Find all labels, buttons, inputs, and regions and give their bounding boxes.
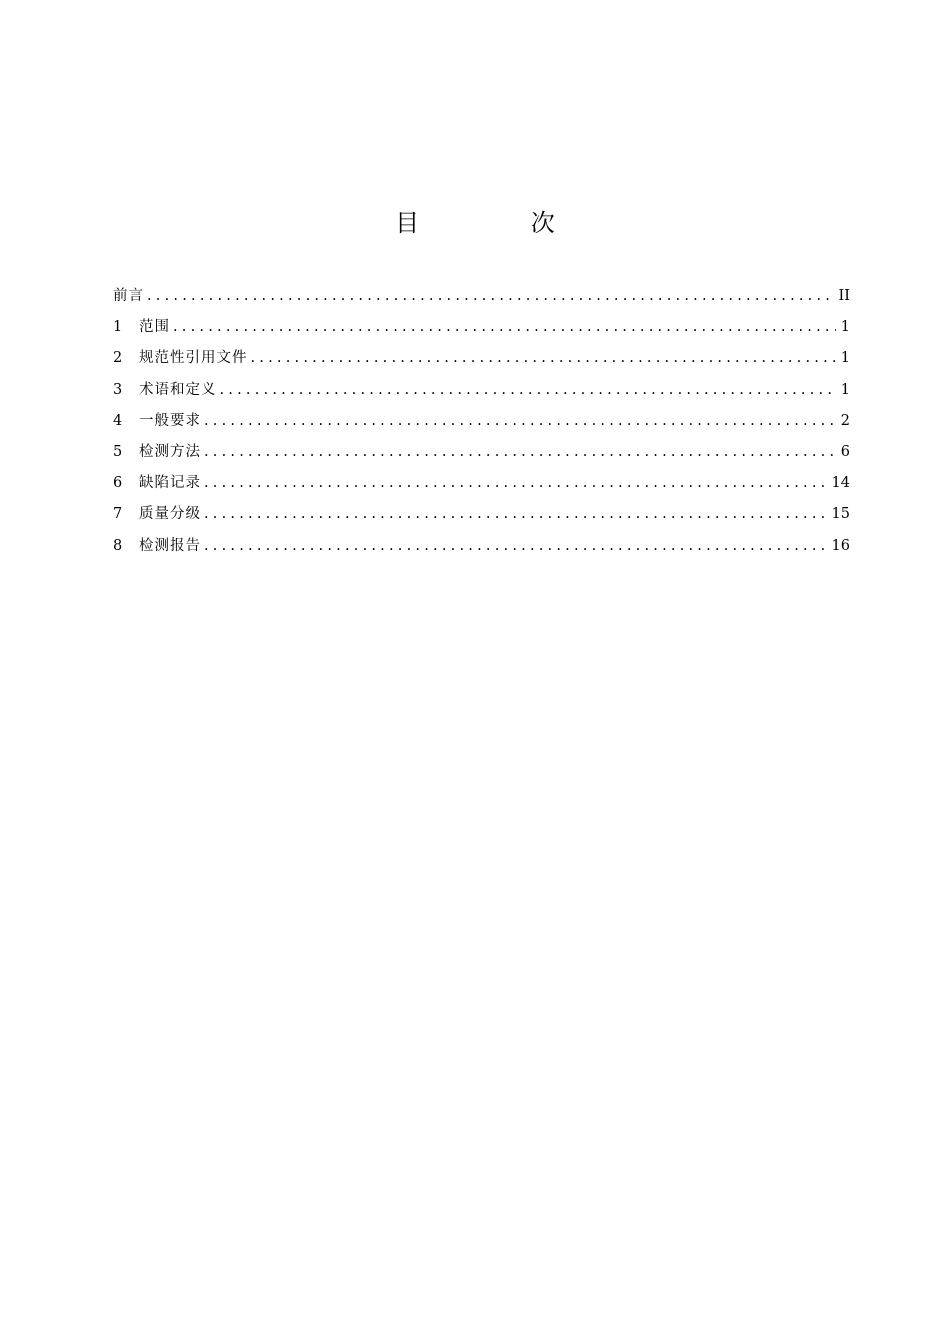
toc-entry-6[interactable] bbox=[113, 472, 850, 503]
toc-leader-dots bbox=[204, 472, 828, 494]
toc-entry-page: 6 bbox=[840, 443, 850, 460]
toc-entry-4[interactable] bbox=[113, 410, 850, 441]
toc-entry-text: 检测报告 bbox=[139, 537, 201, 554]
toc-entry-foreword[interactable] bbox=[113, 285, 850, 316]
toc-entry-3[interactable] bbox=[113, 379, 850, 410]
toc-entry-7[interactable] bbox=[113, 503, 850, 534]
toc-entry-number: 6 bbox=[113, 475, 123, 492]
toc-title: 目 次 bbox=[395, 209, 607, 237]
toc-leader-dots bbox=[204, 410, 836, 432]
toc-entry-number: 8 bbox=[113, 537, 123, 554]
toc-leader-dots bbox=[251, 347, 837, 369]
toc-leader-dots bbox=[147, 285, 835, 307]
toc-entry-text: 一般要求 bbox=[139, 412, 201, 429]
toc-entry-page: 1 bbox=[840, 381, 850, 398]
toc-entry-text: 检测方法 bbox=[139, 443, 201, 460]
toc-leader-dots bbox=[204, 535, 828, 557]
toc-entry-text: 前言 bbox=[113, 288, 144, 304]
toc-entry-number: 2 bbox=[113, 350, 123, 367]
toc-leader-dots bbox=[204, 503, 828, 525]
toc-leader-dots bbox=[220, 379, 837, 401]
toc-entry-number: 3 bbox=[113, 381, 123, 398]
toc-entry-5[interactable] bbox=[113, 441, 850, 472]
toc-entry-page: 16 bbox=[831, 537, 850, 554]
toc-entry-number: 1 bbox=[113, 319, 123, 336]
toc-leader-dots bbox=[173, 316, 836, 338]
toc-entry-text: 质量分级 bbox=[139, 506, 201, 523]
toc-entry-page: 14 bbox=[831, 475, 850, 492]
toc-entry-text: 术语和定义 bbox=[139, 381, 217, 398]
toc-leader-dots bbox=[204, 441, 836, 463]
toc-entry-page: 1 bbox=[840, 319, 850, 336]
toc-entry-8[interactable] bbox=[113, 535, 850, 566]
toc-entry-text: 规范性引用文件 bbox=[139, 350, 248, 367]
toc-entry-number: 5 bbox=[113, 443, 123, 460]
toc-entry-page: 1 bbox=[840, 350, 850, 367]
toc-entry-number: 7 bbox=[113, 506, 123, 523]
toc-entry-page: 2 bbox=[840, 412, 850, 429]
toc-entry-text: 范围 bbox=[139, 319, 170, 336]
toc-entry-1[interactable] bbox=[113, 316, 850, 347]
toc-entry-number: 4 bbox=[113, 412, 123, 429]
toc-entry-page: 15 bbox=[831, 506, 850, 523]
toc-list bbox=[113, 285, 850, 566]
toc-entry-2[interactable] bbox=[113, 347, 850, 378]
toc-entry-text: 缺陷记录 bbox=[139, 475, 201, 492]
toc-entry-page: II bbox=[838, 288, 850, 304]
